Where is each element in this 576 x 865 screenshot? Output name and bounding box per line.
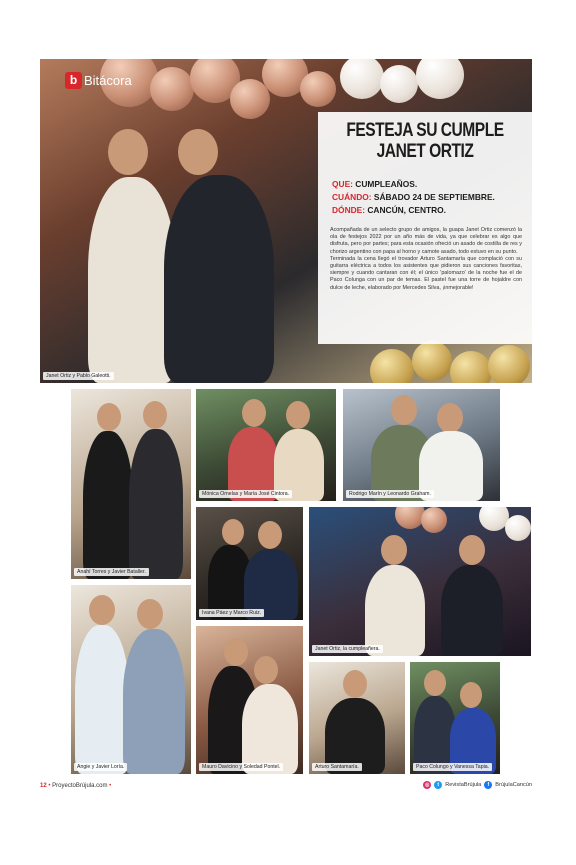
photo-caption: Anahí Torres y Javier Bataller. (74, 568, 149, 576)
photo-caption: Janet Ortiz y Pablo Galeotti. (43, 372, 114, 380)
article-panel (318, 112, 532, 344)
person-head (459, 535, 485, 565)
photo-caption: Ivana Páez y Marco Ruiz. (199, 609, 264, 617)
title-line-1: FESTEJA SU CUMPLE (346, 120, 504, 141)
person-head (381, 535, 407, 565)
social-handle-2[interactable]: BrújulaCancún (495, 782, 532, 788)
person-figure (123, 629, 185, 774)
article-paragraph: Terminada la cena llegó el trovador Arturo Santamaría que complació con su guitarra eléctrica a todos los asistentes que pidieron sus canciones favoritas, siempre y cuando cantaran con él; el único 'palomazo' de la noche fue el de Paco Colunga con un par de temas. El pastel fue una torre de hojaldre con dulce de leche, elaborado por Mercedes Silva, ¡inmejorable! (330, 255, 522, 291)
photo-caption: Mónica Ornelas y María José Cintora. (199, 490, 292, 498)
person-head (391, 395, 417, 425)
photo-angie-javier (71, 585, 191, 774)
photo-anahi-javier (71, 389, 191, 579)
article-paragraph: Acompañada de un selecto grupo de amigos, la guapa Janet Ortiz comenzó la ola de festejos 2022 por un año más de vida, ya que celebrar es algo que disfruta, pero por partes; para esta ocasión ofreció un asado de costilla de res y chorizo argentino con papa al horno y camote asado, todo estuvo en su punto. (330, 227, 522, 255)
twitter-icon[interactable]: t (434, 781, 442, 789)
footer-social (423, 781, 532, 789)
balloon-decoration (450, 351, 492, 383)
info-value: CANCÚN, CENTRO. (367, 205, 447, 215)
brand-name: Bitácora (84, 72, 132, 88)
photo-ivana-marco (196, 507, 303, 620)
brand-logo (65, 71, 132, 89)
person-head (258, 521, 282, 549)
site-link[interactable]: ProyectoBrújula.com (52, 783, 108, 789)
person-head (143, 401, 167, 429)
photo-janet-cumpleanera (309, 507, 531, 656)
footer-left (40, 783, 111, 789)
info-label: CUÁNDO: (332, 192, 372, 202)
person-head (108, 129, 148, 175)
person-head (222, 519, 244, 545)
photo-rodrigo-leonardo (343, 389, 500, 501)
person-head (242, 399, 266, 427)
person-figure (242, 684, 298, 774)
info-cuando (332, 192, 495, 202)
photo-caption: Rodrigo Marín y Leonardo Graham. (346, 490, 434, 498)
info-donde (332, 205, 446, 215)
person-head (437, 403, 463, 433)
info-label: QUE: (332, 179, 353, 189)
bullet-icon: • (109, 783, 112, 789)
info-value: CUMPLEAÑOS. (355, 179, 418, 189)
person-figure (129, 429, 183, 579)
photo-caption: Mauro Davicino y Soledad Pontel. (199, 763, 283, 771)
facebook-icon[interactable]: f (484, 781, 492, 789)
person-figure (164, 175, 274, 383)
balloon-decoration (370, 349, 414, 383)
balloon-decoration (150, 67, 194, 111)
title-line-2: JANET ORTIZ (376, 141, 474, 162)
article-body (330, 227, 522, 292)
person-head (224, 638, 248, 666)
photo-caption: Janet Ortiz, la cumpleañera. (312, 645, 383, 653)
person-head (460, 682, 482, 708)
balloon-decoration (380, 65, 418, 103)
page-number: 12 (40, 783, 47, 789)
person-head (97, 403, 121, 431)
person-head (89, 595, 115, 625)
person-figure (83, 431, 133, 579)
person-head (424, 670, 446, 696)
photo-caption: Paco Colungo y Vanessa Tapia. (413, 763, 492, 771)
person-figure (88, 177, 176, 383)
photo-monica-maria (196, 389, 336, 501)
brand-mark-icon: b (65, 72, 82, 89)
balloon-decoration (412, 341, 452, 381)
photo-caption: Arturo Santamaría. (312, 763, 362, 771)
balloon-decoration (340, 59, 384, 99)
info-label: DÓNDE: (332, 205, 366, 215)
article-title (337, 120, 512, 162)
photo-caption: Angie y Javier Loría. (74, 763, 127, 771)
balloon-decoration (488, 345, 530, 383)
person-figure (75, 625, 129, 774)
person-head (137, 599, 163, 629)
balloon-decoration (300, 71, 336, 107)
person-head (254, 656, 278, 684)
balloon-decoration (421, 507, 447, 533)
photo-paco-vanessa (410, 662, 500, 774)
balloon-decoration (505, 515, 531, 541)
person-head (286, 401, 310, 429)
social-handle-1[interactable]: RevistaBrújula (445, 782, 482, 788)
person-figure (365, 565, 425, 656)
photo-arturo (309, 662, 405, 774)
person-figure (441, 565, 503, 656)
bullet-icon: • (48, 783, 51, 789)
info-value: SÁBADO 24 DE SEPTIEMBRE. (373, 192, 495, 202)
instagram-icon[interactable]: ◎ (425, 782, 430, 788)
person-head (343, 670, 367, 698)
person-head (178, 129, 218, 175)
info-que (332, 179, 417, 189)
photo-mauro-soledad (196, 626, 303, 774)
balloon-decoration (416, 59, 464, 99)
